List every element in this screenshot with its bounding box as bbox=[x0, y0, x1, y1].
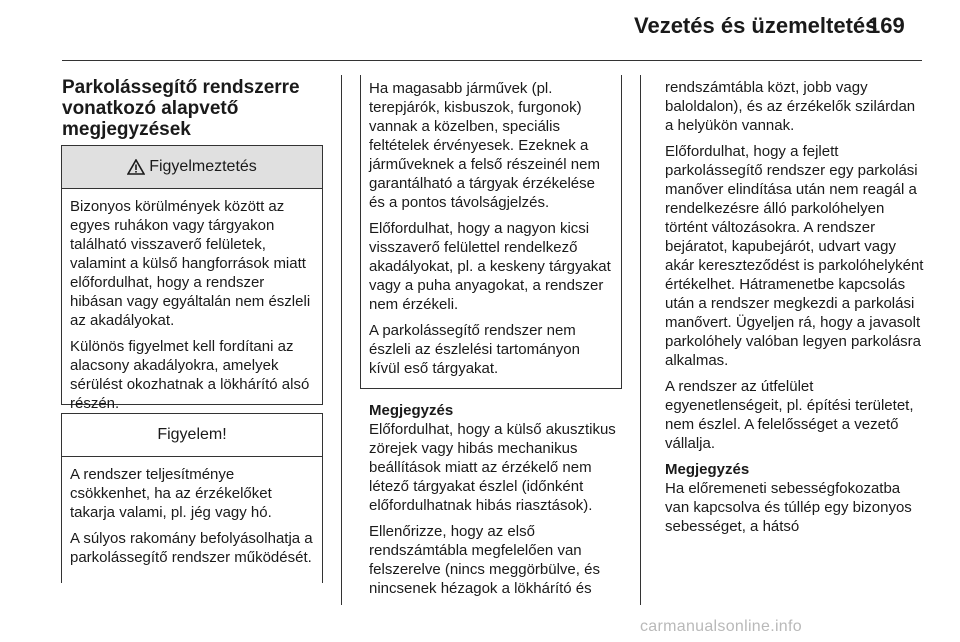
caution-box-header bbox=[62, 414, 322, 457]
middle-note bbox=[369, 401, 627, 605]
right-column bbox=[665, 78, 927, 543]
right-paragraph: Előfordulhat, hogy a fejlett parkolássegítő rendszer egy parkolási manőver elindítása után nem reagál a rendelkezésre álló parkolóhelyen történt változásokra. A rendszer bejáratot, kapubejárót, udvart vagy akár kereszteződést is parkolóhelyként értékelhet. Hátramenetbe kapcsolás után a rendszer megkezdi a parkolási manővert. Ügyeljen rá, hogy a javasolt parkolóhely valóban legyen parkolásra alkalmas. bbox=[665, 143, 924, 369]
notice-paragraph: Előfordulhat, hogy a nagyon kicsi visszaverő felülettel rendelkező akadályokat, pl. a keskeny tárgyakat vagy a puha anyagokat, a rendszer nem érzékeli. bbox=[369, 220, 611, 313]
right-paragraph: rendszámtábla közt, jobb vagy baloldalon), és az érzékelők szilárdan a helyükön vannak. bbox=[665, 79, 916, 134]
note-label: Megjegyzés bbox=[369, 402, 454, 419]
note-text: Előfordulhat, hogy a külső akusztikus zörejek vagy hibás mechanikus beállítások miatt az érzékelő nem létező tárgyakat észlel (időnként előfordulhatnak hibás riasztások). bbox=[369, 421, 616, 514]
caution-paragraph: A súlyos rakomány befolyásolhatja a parkolássegítő rendszer működését. bbox=[70, 530, 313, 566]
notice-paragraph: Ha magasabb járművek (pl. terepjárók, kisbuszok, furgonok) vannak a közelben, speciális feltételek érvényesek. Ezeknek a járműveknek a felső részeinél nem garantálható a tárgyak érzékelése és a pontos távolságjelzés. bbox=[369, 80, 600, 211]
note-text: Ha előremeneti sebességfokozatba van kapcsolva és túllép egy bizonyos sebességet, a hátsó bbox=[665, 480, 912, 535]
right-paragraph: A rendszer az útfelület egyenetlenségeit, pl. építési területet, nem észlel. A felelősséget a vezető vállalja. bbox=[665, 378, 914, 452]
column-divider-1 bbox=[341, 75, 342, 605]
warning-box-body bbox=[62, 189, 322, 413]
middle-paragraph: Ellenőrizze, hogy az első rendszámtábla megfelelően van felszerelve (nincs meggörbülve, és nincsenek hézagok a lökhárító és bbox=[369, 523, 600, 597]
warning-box-header bbox=[62, 146, 322, 189]
caution-paragraph: A rendszer teljesítménye csökkenhet, ha az érzékelőket takarja valami, pl. jég vagy hó. bbox=[70, 466, 272, 521]
notice-paragraph: A parkolássegítő rendszer nem észleli az észlelési tartományon kívül eső tárgyakat. bbox=[369, 322, 580, 377]
caution-box-title: Figyelem! bbox=[157, 426, 227, 443]
caution-box bbox=[61, 413, 323, 583]
column-divider-2 bbox=[640, 75, 641, 605]
header-title: Vezetés és üzemeltetés bbox=[634, 13, 878, 38]
note-label: Megjegyzés bbox=[665, 461, 750, 478]
warning-paragraph: Különös figyelmet kell fordítani az alacsony akadályokra, amelyek sérülést okozhatnak a lökhárító alsó részén. bbox=[70, 338, 310, 412]
warning-paragraph: Bizonyos körülmények között az egyes ruhákon vagy tárgyakon található visszaverő felületek, valamint a külső hangforrások miatt előfordulhat, hogy a rendszer hibásan vagy egyáltalán nem észleli az akadályokat. bbox=[70, 198, 311, 329]
watermark: carmanualsonline.info bbox=[640, 618, 802, 635]
page-number: 169 bbox=[868, 13, 905, 38]
warning-triangle-icon bbox=[127, 159, 145, 175]
section-heading: Parkolássegítő rendszerre vonatkozó alapvető megjegyzések bbox=[62, 77, 300, 140]
notice-box-body bbox=[361, 75, 621, 378]
notice-box bbox=[360, 75, 622, 389]
warning-box-title: Figyelmeztetés bbox=[149, 158, 257, 175]
header-divider bbox=[62, 60, 922, 61]
caution-box-body bbox=[62, 457, 322, 567]
warning-box bbox=[61, 145, 323, 412]
